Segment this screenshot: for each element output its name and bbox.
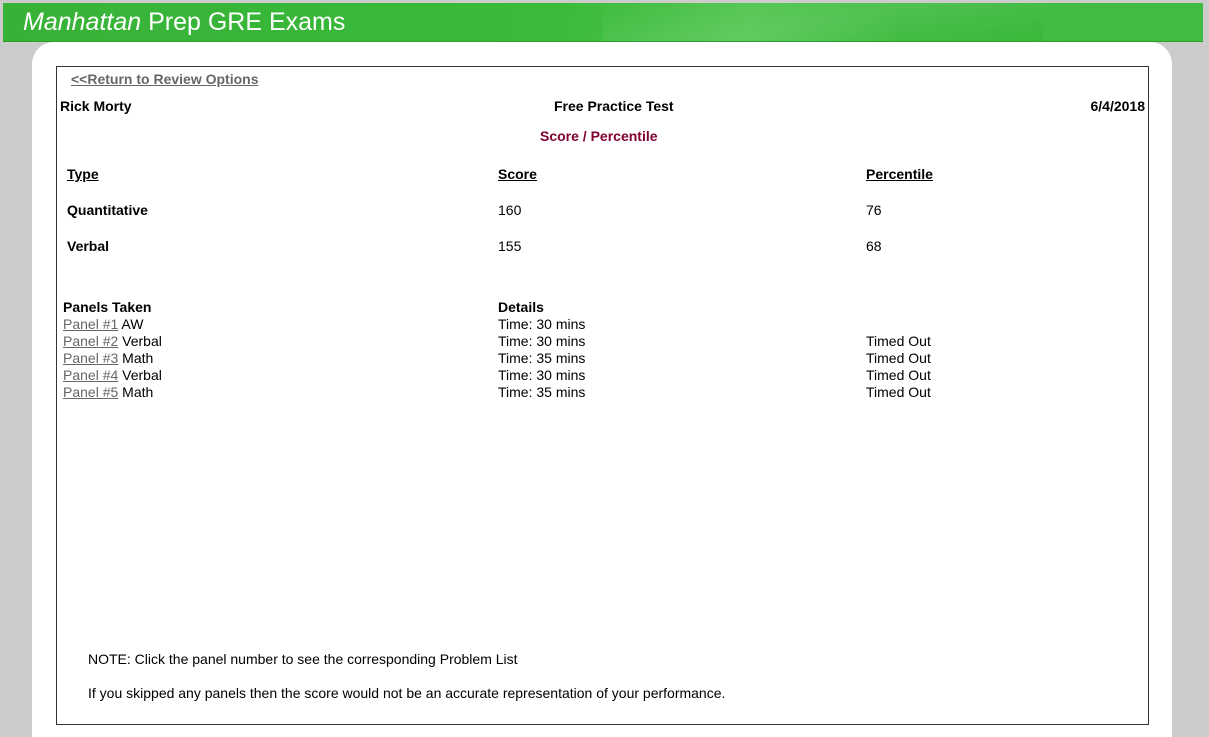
panel-label — [63, 367, 162, 384]
panel-link[interactable]: Panel #5 — [63, 384, 119, 400]
score-row-type: Verbal — [67, 238, 110, 254]
student-name: Rick Morty — [60, 98, 132, 114]
score-row-score: 160 — [498, 202, 522, 218]
panel-status: Timed Out — [866, 384, 931, 400]
panel-link[interactable]: Panel #2 — [63, 333, 119, 349]
panel-kind: Verbal — [122, 367, 162, 383]
score-row-type: Quantitative — [67, 202, 148, 218]
panel-label — [63, 350, 153, 367]
panel-time: Time: 35 mins — [498, 350, 586, 366]
panel-link[interactable]: Panel #1 — [63, 316, 119, 332]
panel-label — [63, 316, 143, 333]
column-header-percentile: Percentile — [866, 166, 933, 182]
header-bar — [3, 3, 1203, 42]
note-skipped-panels: If you skipped any panels then the score would not be an accurate representation of your performance. — [88, 685, 726, 701]
panel-kind: Verbal — [122, 333, 162, 349]
score-row-percentile: 68 — [866, 238, 882, 254]
panel-time: Time: 35 mins — [498, 384, 586, 400]
header-shine — [603, 3, 1043, 41]
panel-status: Timed Out — [866, 367, 931, 383]
test-name: Free Practice Test — [554, 98, 674, 114]
panel-link[interactable]: Panel #4 — [63, 367, 119, 383]
column-header-type: Type — [67, 166, 99, 182]
brand-rest: Prep GRE Exams — [141, 8, 346, 36]
score-percentile-title: Score / Percentile — [540, 128, 658, 144]
column-header-score: Score — [498, 166, 537, 182]
panel-label — [63, 384, 153, 401]
panel-kind: AW — [121, 316, 144, 332]
score-row-percentile: 76 — [866, 202, 882, 218]
return-to-review-options-link[interactable]: <<Return to Review Options — [71, 71, 259, 87]
panel-kind: Math — [122, 384, 154, 400]
score-row-score: 155 — [498, 238, 522, 254]
report-frame — [56, 66, 1149, 725]
brand-italic: Manhattan — [23, 8, 142, 36]
panel-time: Time: 30 mins — [498, 367, 586, 383]
panels-taken-heading: Panels Taken — [63, 299, 152, 315]
panel-label — [63, 333, 162, 350]
brand-title — [23, 6, 345, 38]
panel-link[interactable]: Panel #3 — [63, 350, 119, 366]
panel-time: Time: 30 mins — [498, 333, 586, 349]
header-shine-right — [1043, 3, 1203, 41]
test-date: 6/4/2018 — [1090, 98, 1145, 114]
panel-time: Time: 30 mins — [498, 316, 586, 332]
note-click-panel: NOTE: Click the panel number to see the corresponding Problem List — [88, 651, 518, 667]
details-heading: Details — [498, 299, 544, 315]
panel-status: Timed Out — [866, 350, 931, 366]
panel-kind: Math — [122, 350, 154, 366]
panel-status: Timed Out — [866, 333, 931, 349]
